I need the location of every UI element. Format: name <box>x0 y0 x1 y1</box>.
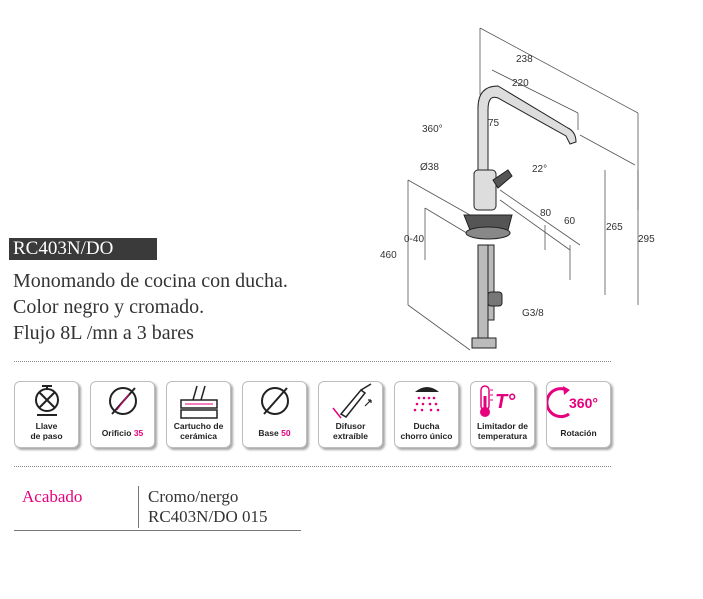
faucet-technical-drawing <box>380 20 680 365</box>
product-description <box>13 268 288 346</box>
feature-label: Base <box>258 428 279 438</box>
feature-label: de paso <box>30 431 63 441</box>
feature-base-diameter <box>242 381 307 448</box>
dim-22: 22° <box>532 164 548 175</box>
product-code-badge: RC403N/DO <box>9 238 157 260</box>
feature-label: Orificio <box>101 428 132 438</box>
feature-icons <box>14 381 614 451</box>
dim-0-40: 0-40 <box>404 234 425 245</box>
feature-temperature-limiter <box>470 381 535 448</box>
single-spray-icon <box>395 382 460 422</box>
hole-diameter-icon <box>91 382 156 422</box>
feature-label: Limitador de <box>476 421 528 431</box>
dim-80: 80 <box>540 208 552 219</box>
dotted-divider <box>14 361 611 362</box>
feature-label: Difusor <box>335 421 366 431</box>
feature-label: temperatura <box>477 431 528 441</box>
dim-460: 460 <box>380 250 397 261</box>
dim-360: 360° <box>422 124 443 135</box>
feature-label: chorro único <box>400 431 453 441</box>
rotation-360-icon <box>547 382 612 422</box>
description-line: Color negro y cromado. <box>13 296 205 318</box>
feature-label: cerámica <box>180 431 217 441</box>
feature-label: Cartucho de <box>173 421 224 431</box>
temperature-glyph: T° <box>495 391 516 413</box>
feature-label: Llave <box>35 421 58 431</box>
dim-238: 238 <box>516 54 533 65</box>
dotted-divider <box>14 466 611 467</box>
temperature-limiter-icon <box>471 382 536 422</box>
feature-hole-diameter <box>90 381 155 448</box>
feature-label: Ducha <box>413 421 440 431</box>
finish-label: Acabado <box>22 487 83 506</box>
base-diameter-icon <box>243 382 308 422</box>
feature-rotation <box>546 381 611 448</box>
dim-295: 295 <box>638 234 655 245</box>
dim-38: Ø38 <box>420 162 439 173</box>
finish-reference: RC403N/DO 015 <box>148 507 268 526</box>
dim-75: 75 <box>488 118 500 129</box>
feature-shutoff-valve <box>14 381 79 448</box>
finish-values <box>148 487 267 527</box>
description-line: Flujo 8L /mn a 3 bares <box>13 322 194 344</box>
ceramic-cartridge-icon <box>167 382 232 422</box>
feature-pull-out-spray <box>318 381 383 448</box>
feature-label: Rotación <box>560 428 597 438</box>
finish-table <box>14 484 301 531</box>
finish-divider <box>138 486 139 528</box>
dim-g38: G3/8 <box>522 308 544 319</box>
feature-label: extraíble <box>333 431 368 441</box>
feature-value: 50 <box>281 428 291 438</box>
feature-single-spray <box>394 381 459 448</box>
shutoff-valve-icon <box>15 382 80 422</box>
pull-out-spray-icon <box>319 382 384 422</box>
finish-value: Cromo/nergo <box>148 487 239 506</box>
description-line: Monomando de cocina con ducha. <box>13 270 288 292</box>
dim-60: 60 <box>564 216 576 227</box>
dim-265: 265 <box>606 222 623 233</box>
dim-220: 220 <box>512 78 529 89</box>
feature-ceramic-cartridge <box>166 381 231 448</box>
rotation-glyph: 360° <box>569 395 598 411</box>
feature-value: 35 <box>133 428 144 438</box>
